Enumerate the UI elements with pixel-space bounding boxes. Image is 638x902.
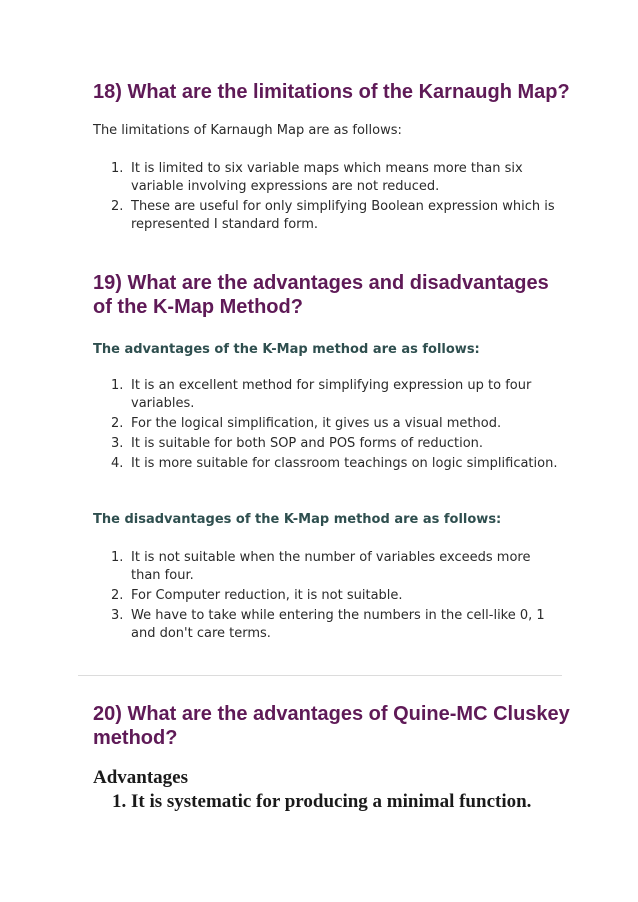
- advantage-item: 1. It is systematic for producing a minimal function.: [112, 791, 532, 812]
- section-20-heading: 20) What are the advantages of Quine-MC Cluskey method?: [93, 703, 570, 749]
- list-item: [93, 607, 563, 643]
- list-item: [93, 455, 563, 473]
- advantages-label: Advantages: [93, 767, 189, 788]
- list-item-text: It is not suitable when the number of variables exceeds more than four.: [131, 550, 531, 583]
- section-18-intro: The limitations of Karnaugh Map are as follows:: [93, 123, 402, 138]
- list-item-number: 3.: [111, 436, 124, 451]
- list-item-text: We have to take while entering the numbers in the cell-like 0, 1 and don't care terms.: [131, 608, 545, 641]
- list-item: [93, 198, 563, 234]
- advantages-title: The advantages of the K-Map method are as follows:: [93, 342, 480, 357]
- list-item-number: 2.: [111, 588, 124, 603]
- list-item: [93, 415, 563, 433]
- disadvantages-title: The disadvantages of the K-Map method are as follows:: [93, 512, 502, 527]
- disadvantages-list: [93, 549, 563, 645]
- list-item-number: 1.: [111, 161, 124, 176]
- list-item-text: It is more suitable for classroom teachings on logic simplification.: [131, 456, 558, 471]
- list-item-text: For the logical simplification, it gives us a visual method.: [131, 416, 502, 431]
- list-item: [93, 549, 563, 585]
- list-item-number: 2.: [111, 199, 124, 214]
- list-item-number: 2.: [111, 416, 124, 431]
- section-18-heading: 18) What are the limitations of the Karnaugh Map?: [93, 81, 570, 103]
- section-18-list: [93, 160, 563, 236]
- list-item-text: It is an excellent method for simplifying expression up to four variables.: [131, 378, 532, 411]
- list-item-text: These are useful for only simplifying Boolean expression which is represented I standard form.: [131, 199, 555, 232]
- list-item-number: 1.: [111, 550, 124, 565]
- list-item-text: It is suitable for both SOP and POS forms of reduction.: [131, 436, 484, 451]
- section-19-heading: 19) What are the advantages and disadvantages of the K-Map Method?: [93, 272, 549, 318]
- list-item: [93, 435, 563, 453]
- list-item-text: It is limited to six variable maps which means more than six variable involving expressions are not reduced.: [131, 161, 523, 194]
- list-item-number: 3.: [111, 608, 124, 623]
- list-item-text: For Computer reduction, it is not suitable.: [131, 588, 403, 603]
- list-item: [93, 587, 563, 605]
- list-item-number: 1.: [111, 378, 124, 393]
- list-item: [93, 160, 563, 196]
- list-item: [93, 377, 563, 413]
- list-item-number: 4.: [111, 456, 124, 471]
- advantages-list: [93, 377, 563, 475]
- section-divider: [78, 675, 562, 676]
